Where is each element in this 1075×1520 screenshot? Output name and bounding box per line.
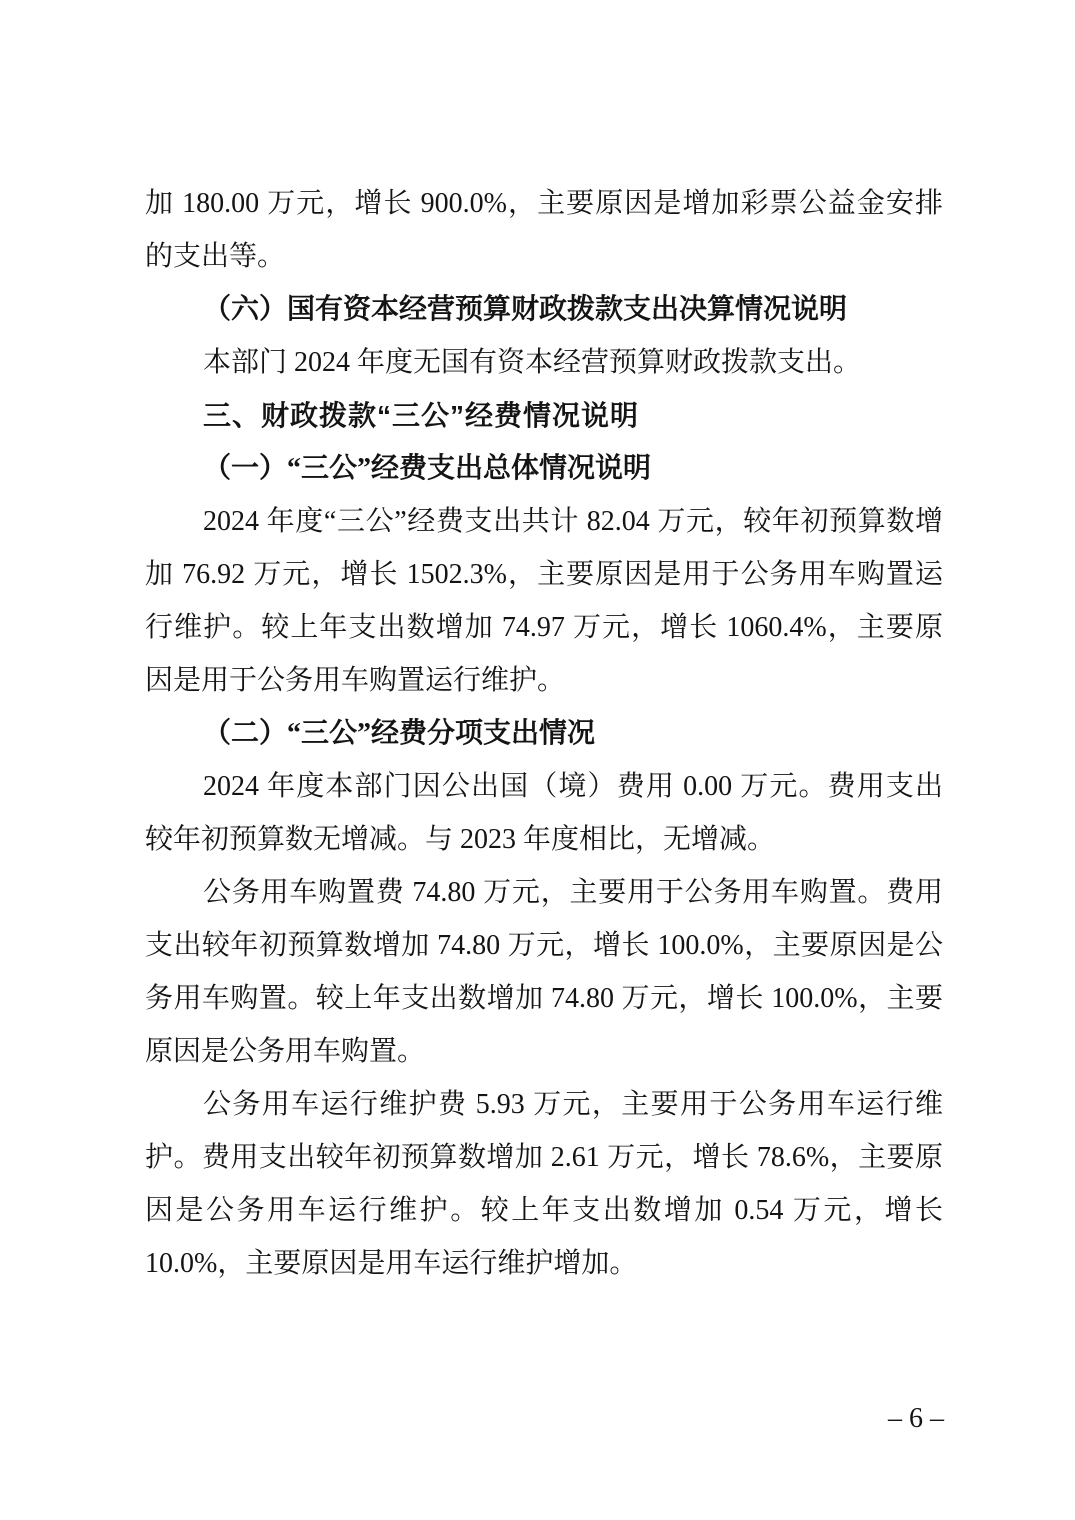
heading-subsection-1: （一）“三公”经费支出总体情况说明 <box>203 453 652 484</box>
text-line: 2024 年度“三公”经费支出共计 82.04 万元，较年初预算数增 <box>203 506 943 537</box>
text-line: 的支出等。 <box>145 241 286 272</box>
text-line: 10.0%，主要原因是用车运行维护增加。 <box>145 1248 638 1279</box>
text-line: 支出较年初预算数增加 74.80 万元，增长 100.0%，主要原因是公 <box>145 930 943 961</box>
text-line: 加 180.00 万元，增长 900.0%，主要原因是增加彩票公益金安排 <box>145 188 943 219</box>
text-line: 加 76.92 万元，增长 1502.3%，主要原因是用于公务用车购置运 <box>145 559 943 590</box>
heading-subsection-2: （二）“三公”经费分项支出情况 <box>203 718 596 749</box>
text-line: 务用车购置。较上年支出数增加 74.80 万元，增长 100.0%，主要 <box>145 983 943 1014</box>
document-body-text <box>145 177 943 1290</box>
text-line: 公务用车购置费 74.80 万元，主要用于公务用车购置。费用 <box>203 877 943 908</box>
heading-section-3: 三、财政拨款“三公”经费情况说明 <box>203 400 640 431</box>
text-line: 公务用车运行维护费 5.93 万元，主要用于公务用车运行维 <box>203 1089 943 1120</box>
text-line: 较年初预算数无增减。与 2023 年度相比，无增减。 <box>145 824 776 855</box>
text-line: 2024 年度本部门因公出国（境）费用 0.00 万元。费用支出 <box>203 771 943 802</box>
text-line: 行维护。较上年支出数增加 74.97 万元，增长 1060.4%，主要原 <box>145 612 943 643</box>
text-line: 本部门 2024 年度无国有资本经营预算财政拨款支出。 <box>203 347 862 378</box>
text-line: 因是用于公务用车购置运行维护。 <box>145 665 566 696</box>
page-number: – 6 – <box>888 1403 944 1434</box>
text-line: 护。费用支出较年初预算数增加 2.61 万元，增长 78.6%，主要原 <box>145 1142 943 1173</box>
text-line: 原因是公务用车购置。 <box>145 1036 426 1067</box>
heading-subsection-6: （六）国有资本经营预算财政拨款支出决算情况说明 <box>203 294 848 325</box>
text-line: 因是公务用车运行维护。较上年支出数增加 0.54 万元，增长 <box>145 1195 943 1226</box>
